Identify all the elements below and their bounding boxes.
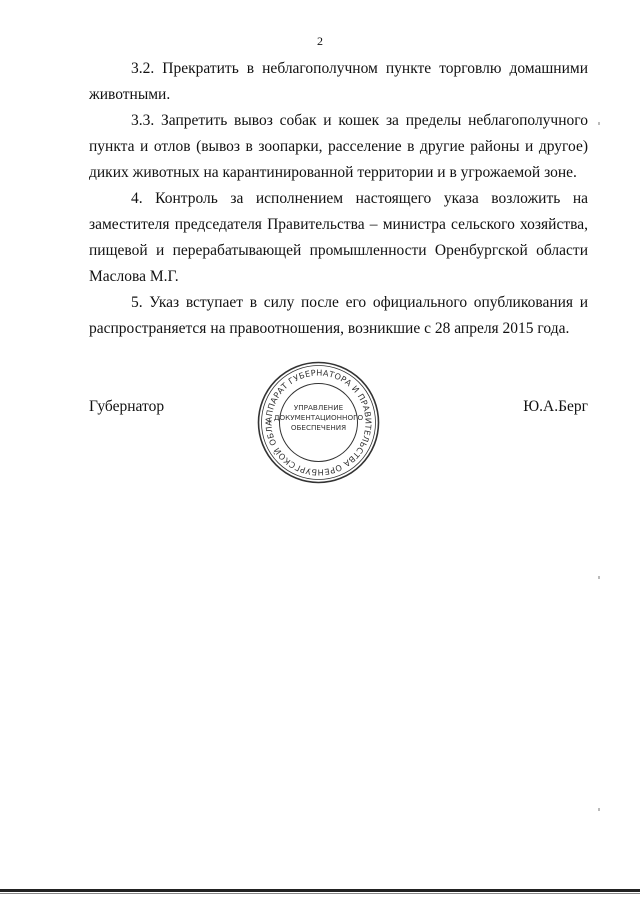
- paragraph-line: животными.: [89, 86, 171, 103]
- stamp-center-line: ДОКУМЕНТАЦИОННОГО: [273, 413, 364, 422]
- stamp-seal-icon: [256, 360, 381, 485]
- paragraph-line: 5. Указ вступает в силу после его официального опубликования и: [131, 294, 588, 311]
- paragraph-5: [89, 290, 588, 342]
- page-number: 2: [317, 34, 323, 48]
- paragraph-line: 3.3. Запретить вывоз собак и кошек за пределы неблагополучного: [131, 112, 588, 129]
- paragraph-line: 3.2. Прекратить в неблагополучном пункте торговлю домашними: [131, 60, 588, 77]
- paragraph-3-2: [89, 56, 588, 108]
- paragraph-line: диких животных на карантинированной территории и в угрожаемой зоне.: [89, 164, 577, 181]
- paragraph-3-3: [89, 108, 588, 186]
- signatory-name: Ю.А.Берг: [523, 398, 588, 415]
- scan-speck: [598, 122, 600, 125]
- signatory-title: Губернатор: [89, 398, 165, 415]
- paragraph-line: 4. Контроль за исполнением настоящего указа возложить на: [131, 190, 588, 207]
- scan-bottom-edge: [0, 893, 640, 894]
- scan-bottom-edge: [0, 889, 640, 892]
- stamp-ring-text: АППАРАТ ГУБЕРНАТОРА И ПРАВИТЕЛЬСТВА ОРЕНБУРГСКОЙ ОБЛА: [263, 367, 374, 478]
- paragraph-line: пункта и отлов (вывоз в зоопарки, расселение в другие районы и другое): [89, 138, 588, 155]
- paragraph-4: [89, 186, 588, 290]
- stamp-center-line: УПРАВЛЕНИЕ: [293, 403, 344, 412]
- official-stamp: [256, 360, 381, 485]
- paragraph-line: распространяется на правоотношения, возникшие с 28 апреля 2015 года.: [89, 320, 570, 337]
- scan-speck: [598, 576, 600, 579]
- paragraph-line: пищевой и перерабатывающей промышленности Оренбургской области: [89, 242, 588, 259]
- paragraph-line: заместителя председателя Правительства – министра сельского хозяйства,: [89, 216, 588, 233]
- paragraph-line: Маслова М.Г.: [89, 268, 179, 285]
- stamp-center-line: ОБЕСПЕЧЕНИЯ: [290, 423, 347, 432]
- scan-speck: [598, 808, 600, 811]
